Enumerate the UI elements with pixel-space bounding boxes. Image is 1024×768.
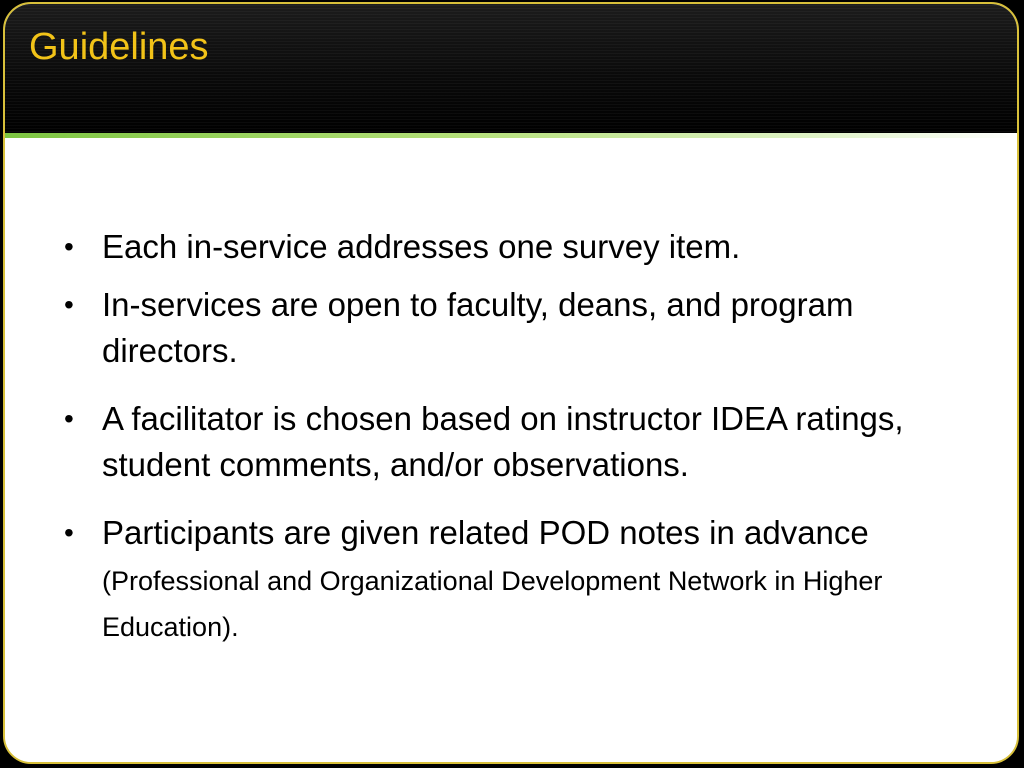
bullet-item — [62, 510, 962, 648]
bullet-text: In-services are open to faculty, deans, and program directors. — [102, 286, 854, 369]
bullet-item — [62, 396, 962, 488]
bullet-item — [62, 282, 962, 374]
bullet-icon: • — [64, 403, 74, 434]
slide-frame — [3, 2, 1019, 764]
bullet-text: A facilitator is chosen based on instructor IDEA ratings, student comments, and/or observations. — [102, 400, 904, 483]
slide-title: Guidelines — [29, 26, 209, 68]
bullet-icon: • — [64, 231, 74, 262]
bullet-item — [62, 224, 962, 270]
slide-header — [5, 4, 1017, 135]
bullet-list — [62, 224, 962, 660]
slide-content — [5, 138, 1017, 764]
bullet-note: (Professional and Organizational Development Network in Higher Education). — [102, 566, 883, 642]
bullet-icon: • — [64, 289, 74, 320]
bullet-text: Participants are given related POD notes in advance — [102, 514, 869, 551]
bullet-text: Each in-service addresses one survey item. — [102, 228, 741, 265]
bullet-icon: • — [64, 517, 74, 548]
